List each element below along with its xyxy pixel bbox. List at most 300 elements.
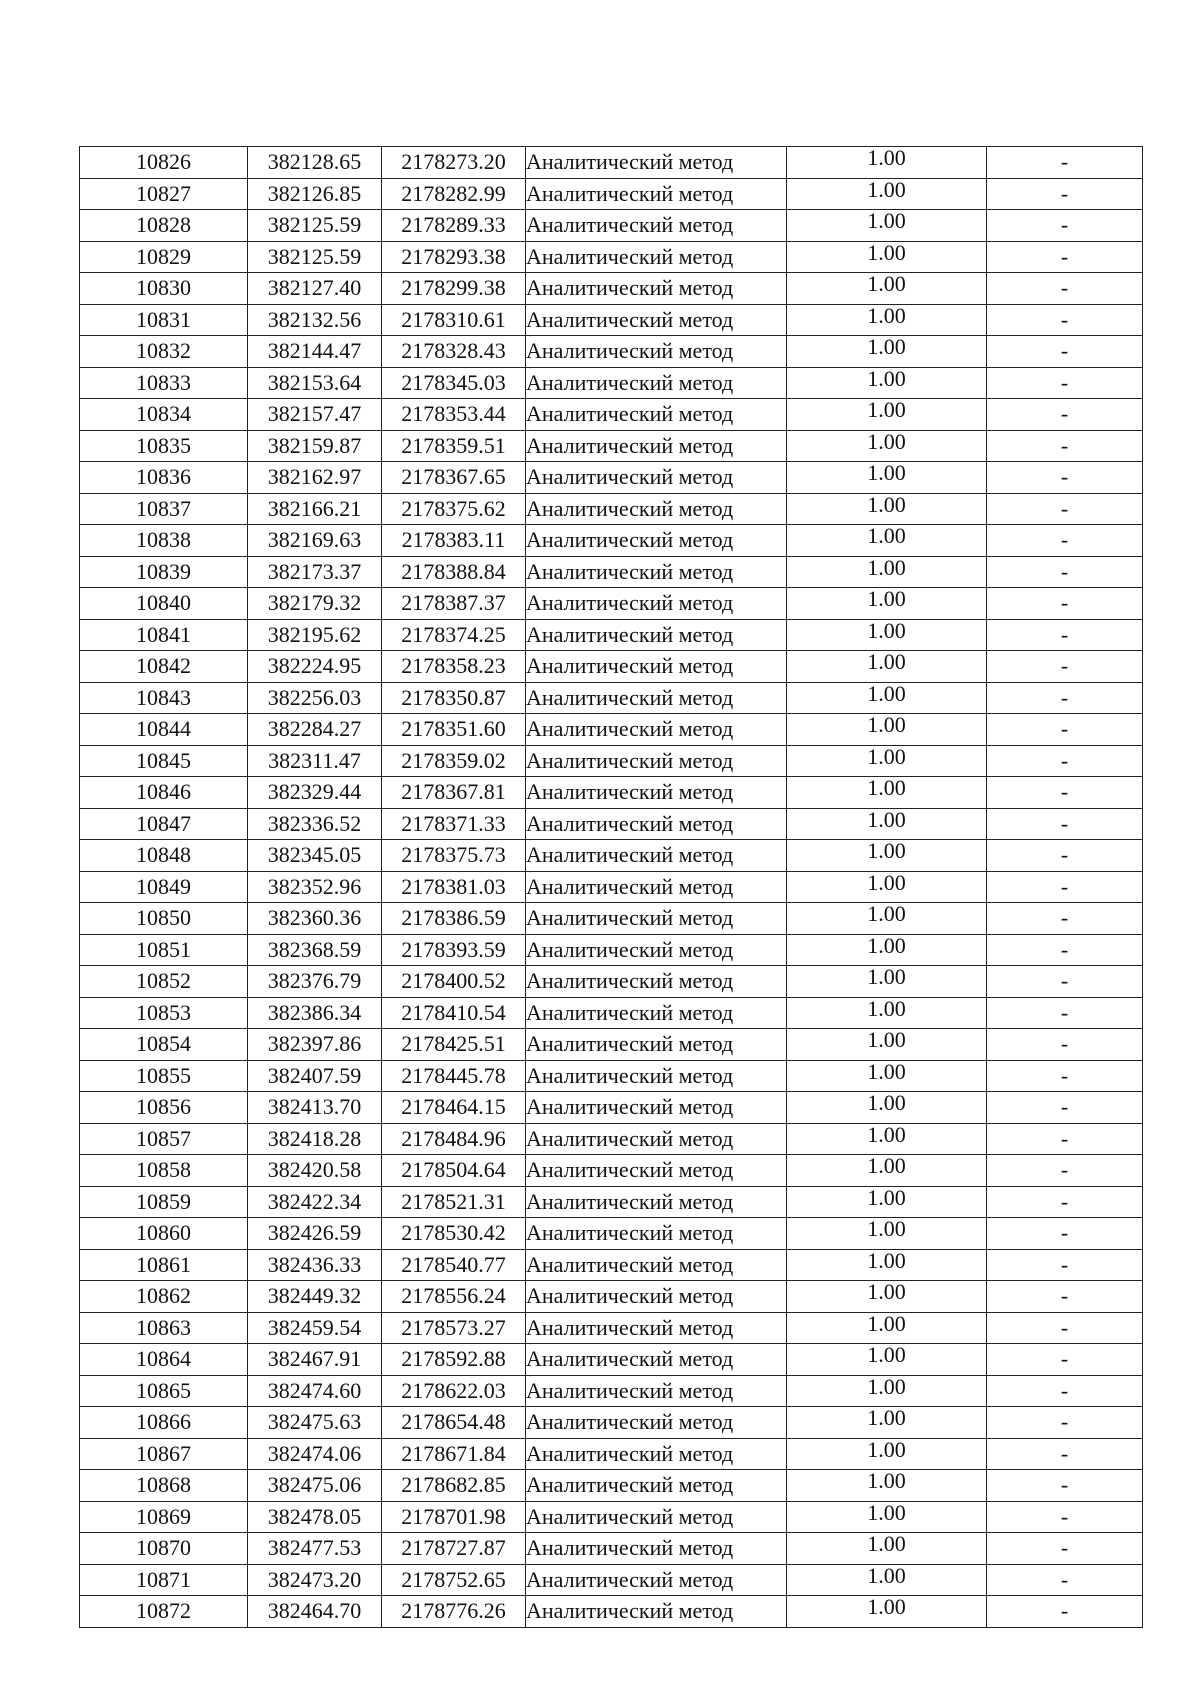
y-coordinate-cell: 2178273.20	[382, 147, 526, 179]
description-cell: -	[987, 1092, 1143, 1124]
accuracy-cell: 1.00	[787, 304, 987, 336]
accuracy-cell: 1.00	[787, 525, 987, 557]
point-number-cell: 10850	[80, 903, 248, 935]
x-coordinate-cell: 382195.62	[248, 619, 382, 651]
table-row	[80, 777, 1143, 809]
description-cell: -	[987, 588, 1143, 620]
x-coordinate-cell: 382426.59	[248, 1218, 382, 1250]
accuracy-cell: 1.00	[787, 1092, 987, 1124]
point-number-cell: 10841	[80, 619, 248, 651]
method-cell: Аналитический метод	[526, 1596, 787, 1628]
table-row	[80, 903, 1143, 935]
accuracy-cell: 1.00	[787, 1186, 987, 1218]
x-coordinate-cell: 382397.86	[248, 1029, 382, 1061]
accuracy-cell: 1.00	[787, 1029, 987, 1061]
coordinates-table	[79, 146, 1143, 1628]
x-coordinate-cell: 382474.06	[248, 1438, 382, 1470]
accuracy-cell: 1.00	[787, 1312, 987, 1344]
accuracy-cell: 1.00	[787, 1470, 987, 1502]
point-number-cell: 10829	[80, 241, 248, 273]
point-number-cell: 10828	[80, 210, 248, 242]
x-coordinate-cell: 382132.56	[248, 304, 382, 336]
method-cell: Аналитический метод	[526, 1312, 787, 1344]
point-number-cell: 10852	[80, 966, 248, 998]
description-cell: -	[987, 808, 1143, 840]
table-row	[80, 1029, 1143, 1061]
accuracy-cell: 1.00	[787, 1564, 987, 1596]
accuracy-cell: 1.00	[787, 1123, 987, 1155]
x-coordinate-cell: 382360.36	[248, 903, 382, 935]
table-row	[80, 651, 1143, 683]
table-row	[80, 840, 1143, 872]
table-row	[80, 1564, 1143, 1596]
accuracy-cell: 1.00	[787, 840, 987, 872]
method-cell: Аналитический метод	[526, 1092, 787, 1124]
table-row	[80, 1218, 1143, 1250]
y-coordinate-cell: 2178556.24	[382, 1281, 526, 1313]
point-number-cell: 10826	[80, 147, 248, 179]
point-number-cell: 10830	[80, 273, 248, 305]
method-cell: Аналитический метод	[526, 1438, 787, 1470]
point-number-cell: 10871	[80, 1564, 248, 1596]
x-coordinate-cell: 382224.95	[248, 651, 382, 683]
accuracy-cell: 1.00	[787, 1249, 987, 1281]
description-cell: -	[987, 1029, 1143, 1061]
accuracy-cell: 1.00	[787, 241, 987, 273]
description-cell: -	[987, 619, 1143, 651]
method-cell: Аналитический метод	[526, 1249, 787, 1281]
y-coordinate-cell: 2178375.62	[382, 493, 526, 525]
description-cell: -	[987, 399, 1143, 431]
table-row	[80, 997, 1143, 1029]
x-coordinate-cell: 382473.20	[248, 1564, 382, 1596]
x-coordinate-cell: 382311.47	[248, 745, 382, 777]
x-coordinate-cell: 382162.97	[248, 462, 382, 494]
table-row	[80, 430, 1143, 462]
accuracy-cell: 1.00	[787, 1281, 987, 1313]
accuracy-cell: 1.00	[787, 966, 987, 998]
point-number-cell: 10867	[80, 1438, 248, 1470]
method-cell: Аналитический метод	[526, 1375, 787, 1407]
y-coordinate-cell: 2178388.84	[382, 556, 526, 588]
description-cell: -	[987, 1186, 1143, 1218]
description-cell: -	[987, 1281, 1143, 1313]
table-row	[80, 1123, 1143, 1155]
y-coordinate-cell: 2178671.84	[382, 1438, 526, 1470]
description-cell: -	[987, 934, 1143, 966]
x-coordinate-cell: 382125.59	[248, 241, 382, 273]
method-cell: Аналитический метод	[526, 1123, 787, 1155]
description-cell: -	[987, 493, 1143, 525]
accuracy-cell: 1.00	[787, 493, 987, 525]
point-number-cell: 10863	[80, 1312, 248, 1344]
description-cell: -	[987, 210, 1143, 242]
point-number-cell: 10865	[80, 1375, 248, 1407]
accuracy-cell: 1.00	[787, 1155, 987, 1187]
description-cell: -	[987, 336, 1143, 368]
table-row	[80, 336, 1143, 368]
description-cell: -	[987, 1438, 1143, 1470]
table-row	[80, 525, 1143, 557]
method-cell: Аналитический метод	[526, 304, 787, 336]
description-cell: -	[987, 1312, 1143, 1344]
accuracy-cell: 1.00	[787, 934, 987, 966]
description-cell: -	[987, 1596, 1143, 1628]
method-cell: Аналитический метод	[526, 1155, 787, 1187]
accuracy-cell: 1.00	[787, 871, 987, 903]
x-coordinate-cell: 382173.37	[248, 556, 382, 588]
description-cell: -	[987, 682, 1143, 714]
accuracy-cell: 1.00	[787, 1533, 987, 1565]
y-coordinate-cell: 2178289.33	[382, 210, 526, 242]
y-coordinate-cell: 2178654.48	[382, 1407, 526, 1439]
method-cell: Аналитический метод	[526, 777, 787, 809]
x-coordinate-cell: 382459.54	[248, 1312, 382, 1344]
table-row	[80, 367, 1143, 399]
description-cell: -	[987, 430, 1143, 462]
x-coordinate-cell: 382284.27	[248, 714, 382, 746]
description-cell: -	[987, 651, 1143, 683]
point-number-cell: 10866	[80, 1407, 248, 1439]
table-row	[80, 493, 1143, 525]
x-coordinate-cell: 382159.87	[248, 430, 382, 462]
description-cell: -	[987, 997, 1143, 1029]
accuracy-cell: 1.00	[787, 1596, 987, 1628]
method-cell: Аналитический метод	[526, 903, 787, 935]
x-coordinate-cell: 382422.34	[248, 1186, 382, 1218]
y-coordinate-cell: 2178540.77	[382, 1249, 526, 1281]
description-cell: -	[987, 1123, 1143, 1155]
y-coordinate-cell: 2178592.88	[382, 1344, 526, 1376]
description-cell: -	[987, 178, 1143, 210]
point-number-cell: 10845	[80, 745, 248, 777]
description-cell: -	[987, 1407, 1143, 1439]
description-cell: -	[987, 777, 1143, 809]
x-coordinate-cell: 382376.79	[248, 966, 382, 998]
point-number-cell: 10831	[80, 304, 248, 336]
accuracy-cell: 1.00	[787, 997, 987, 1029]
accuracy-cell: 1.00	[787, 651, 987, 683]
table-row	[80, 399, 1143, 431]
table-row	[80, 1281, 1143, 1313]
table-row	[80, 1438, 1143, 1470]
point-number-cell: 10834	[80, 399, 248, 431]
description-cell: -	[987, 1501, 1143, 1533]
point-number-cell: 10860	[80, 1218, 248, 1250]
accuracy-cell: 1.00	[787, 745, 987, 777]
y-coordinate-cell: 2178504.64	[382, 1155, 526, 1187]
table-row	[80, 147, 1143, 179]
x-coordinate-cell: 382449.32	[248, 1281, 382, 1313]
table-row	[80, 588, 1143, 620]
point-number-cell: 10864	[80, 1344, 248, 1376]
y-coordinate-cell: 2178752.65	[382, 1564, 526, 1596]
point-number-cell: 10855	[80, 1060, 248, 1092]
description-cell: -	[987, 1533, 1143, 1565]
point-number-cell: 10827	[80, 178, 248, 210]
y-coordinate-cell: 2178381.03	[382, 871, 526, 903]
description-cell: -	[987, 273, 1143, 305]
y-coordinate-cell: 2178375.73	[382, 840, 526, 872]
table-row	[80, 1186, 1143, 1218]
y-coordinate-cell: 2178282.99	[382, 178, 526, 210]
point-number-cell: 10839	[80, 556, 248, 588]
x-coordinate-cell: 382413.70	[248, 1092, 382, 1124]
x-coordinate-cell: 382477.53	[248, 1533, 382, 1565]
method-cell: Аналитический метод	[526, 1470, 787, 1502]
table-row	[80, 273, 1143, 305]
method-cell: Аналитический метод	[526, 399, 787, 431]
method-cell: Аналитический метод	[526, 871, 787, 903]
y-coordinate-cell: 2178682.85	[382, 1470, 526, 1502]
y-coordinate-cell: 2178445.78	[382, 1060, 526, 1092]
table-row	[80, 556, 1143, 588]
method-cell: Аналитический метод	[526, 840, 787, 872]
method-cell: Аналитический метод	[526, 241, 787, 273]
description-cell: -	[987, 1375, 1143, 1407]
point-number-cell: 10861	[80, 1249, 248, 1281]
point-number-cell: 10854	[80, 1029, 248, 1061]
x-coordinate-cell: 382128.65	[248, 147, 382, 179]
point-number-cell: 10869	[80, 1501, 248, 1533]
point-number-cell: 10868	[80, 1470, 248, 1502]
x-coordinate-cell: 382127.40	[248, 273, 382, 305]
method-cell: Аналитический метод	[526, 493, 787, 525]
table-row	[80, 241, 1143, 273]
description-cell: -	[987, 840, 1143, 872]
y-coordinate-cell: 2178350.87	[382, 682, 526, 714]
y-coordinate-cell: 2178530.42	[382, 1218, 526, 1250]
point-number-cell: 10835	[80, 430, 248, 462]
description-cell: -	[987, 462, 1143, 494]
accuracy-cell: 1.00	[787, 556, 987, 588]
point-number-cell: 10836	[80, 462, 248, 494]
y-coordinate-cell: 2178293.38	[382, 241, 526, 273]
table-row	[80, 210, 1143, 242]
y-coordinate-cell: 2178386.59	[382, 903, 526, 935]
x-coordinate-cell: 382467.91	[248, 1344, 382, 1376]
table-row	[80, 1060, 1143, 1092]
method-cell: Аналитический метод	[526, 1060, 787, 1092]
table-row	[80, 1375, 1143, 1407]
point-number-cell: 10857	[80, 1123, 248, 1155]
table-row	[80, 934, 1143, 966]
method-cell: Аналитический метод	[526, 556, 787, 588]
y-coordinate-cell: 2178374.25	[382, 619, 526, 651]
accuracy-cell: 1.00	[787, 336, 987, 368]
method-cell: Аналитический метод	[526, 210, 787, 242]
method-cell: Аналитический метод	[526, 1407, 787, 1439]
method-cell: Аналитический метод	[526, 714, 787, 746]
accuracy-cell: 1.00	[787, 399, 987, 431]
accuracy-cell: 1.00	[787, 808, 987, 840]
description-cell: -	[987, 1249, 1143, 1281]
y-coordinate-cell: 2178464.15	[382, 1092, 526, 1124]
x-coordinate-cell: 382166.21	[248, 493, 382, 525]
description-cell: -	[987, 147, 1143, 179]
table-row	[80, 1249, 1143, 1281]
point-number-cell: 10849	[80, 871, 248, 903]
method-cell: Аналитический метод	[526, 430, 787, 462]
method-cell: Аналитический метод	[526, 462, 787, 494]
description-cell: -	[987, 367, 1143, 399]
method-cell: Аналитический метод	[526, 336, 787, 368]
accuracy-cell: 1.00	[787, 714, 987, 746]
table-row	[80, 1344, 1143, 1376]
description-cell: -	[987, 1155, 1143, 1187]
x-coordinate-cell: 382179.32	[248, 588, 382, 620]
method-cell: Аналитический метод	[526, 619, 787, 651]
point-number-cell: 10853	[80, 997, 248, 1029]
y-coordinate-cell: 2178410.54	[382, 997, 526, 1029]
table-row	[80, 1533, 1143, 1565]
table-row	[80, 304, 1143, 336]
description-cell: -	[987, 1344, 1143, 1376]
point-number-cell: 10872	[80, 1596, 248, 1628]
method-cell: Аналитический метод	[526, 1344, 787, 1376]
accuracy-cell: 1.00	[787, 1438, 987, 1470]
x-coordinate-cell: 382475.63	[248, 1407, 382, 1439]
accuracy-cell: 1.00	[787, 903, 987, 935]
y-coordinate-cell: 2178359.51	[382, 430, 526, 462]
table-row	[80, 1155, 1143, 1187]
x-coordinate-cell: 382125.59	[248, 210, 382, 242]
description-cell: -	[987, 871, 1143, 903]
table-row	[80, 1092, 1143, 1124]
point-number-cell: 10843	[80, 682, 248, 714]
table-row	[80, 682, 1143, 714]
accuracy-cell: 1.00	[787, 1407, 987, 1439]
x-coordinate-cell: 382475.06	[248, 1470, 382, 1502]
table-row	[80, 808, 1143, 840]
y-coordinate-cell: 2178776.26	[382, 1596, 526, 1628]
accuracy-cell: 1.00	[787, 777, 987, 809]
description-cell: -	[987, 714, 1143, 746]
table-row	[80, 462, 1143, 494]
point-number-cell: 10870	[80, 1533, 248, 1565]
point-number-cell: 10840	[80, 588, 248, 620]
accuracy-cell: 1.00	[787, 1344, 987, 1376]
description-cell: -	[987, 1564, 1143, 1596]
description-cell: -	[987, 304, 1143, 336]
y-coordinate-cell: 2178371.33	[382, 808, 526, 840]
y-coordinate-cell: 2178383.11	[382, 525, 526, 557]
x-coordinate-cell: 382352.96	[248, 871, 382, 903]
method-cell: Аналитический метод	[526, 966, 787, 998]
x-coordinate-cell: 382386.34	[248, 997, 382, 1029]
x-coordinate-cell: 382169.63	[248, 525, 382, 557]
method-cell: Аналитический метод	[526, 745, 787, 777]
point-number-cell: 10833	[80, 367, 248, 399]
method-cell: Аналитический метод	[526, 588, 787, 620]
accuracy-cell: 1.00	[787, 1218, 987, 1250]
method-cell: Аналитический метод	[526, 147, 787, 179]
method-cell: Аналитический метод	[526, 997, 787, 1029]
point-number-cell: 10846	[80, 777, 248, 809]
x-coordinate-cell: 382368.59	[248, 934, 382, 966]
method-cell: Аналитический метод	[526, 525, 787, 557]
x-coordinate-cell: 382256.03	[248, 682, 382, 714]
y-coordinate-cell: 2178393.59	[382, 934, 526, 966]
accuracy-cell: 1.00	[787, 1501, 987, 1533]
accuracy-cell: 1.00	[787, 210, 987, 242]
x-coordinate-cell: 382144.47	[248, 336, 382, 368]
y-coordinate-cell: 2178425.51	[382, 1029, 526, 1061]
point-number-cell: 10842	[80, 651, 248, 683]
accuracy-cell: 1.00	[787, 430, 987, 462]
method-cell: Аналитический метод	[526, 1029, 787, 1061]
y-coordinate-cell: 2178299.38	[382, 273, 526, 305]
table-row	[80, 1407, 1143, 1439]
x-coordinate-cell: 382329.44	[248, 777, 382, 809]
x-coordinate-cell: 382420.58	[248, 1155, 382, 1187]
description-cell: -	[987, 903, 1143, 935]
description-cell: -	[987, 556, 1143, 588]
x-coordinate-cell: 382407.59	[248, 1060, 382, 1092]
point-number-cell: 10847	[80, 808, 248, 840]
table-row	[80, 1596, 1143, 1628]
y-coordinate-cell: 2178400.52	[382, 966, 526, 998]
x-coordinate-cell: 382464.70	[248, 1596, 382, 1628]
point-number-cell: 10859	[80, 1186, 248, 1218]
x-coordinate-cell: 382336.52	[248, 808, 382, 840]
accuracy-cell: 1.00	[787, 619, 987, 651]
accuracy-cell: 1.00	[787, 588, 987, 620]
y-coordinate-cell: 2178351.60	[382, 714, 526, 746]
y-coordinate-cell: 2178521.31	[382, 1186, 526, 1218]
y-coordinate-cell: 2178367.65	[382, 462, 526, 494]
table-row	[80, 714, 1143, 746]
accuracy-cell: 1.00	[787, 178, 987, 210]
method-cell: Аналитический метод	[526, 1533, 787, 1565]
method-cell: Аналитический метод	[526, 682, 787, 714]
table-row	[80, 745, 1143, 777]
method-cell: Аналитический метод	[526, 1186, 787, 1218]
y-coordinate-cell: 2178359.02	[382, 745, 526, 777]
description-cell: -	[987, 1470, 1143, 1502]
y-coordinate-cell: 2178701.98	[382, 1501, 526, 1533]
method-cell: Аналитический метод	[526, 1564, 787, 1596]
description-cell: -	[987, 1218, 1143, 1250]
y-coordinate-cell: 2178367.81	[382, 777, 526, 809]
x-coordinate-cell: 382153.64	[248, 367, 382, 399]
x-coordinate-cell: 382418.28	[248, 1123, 382, 1155]
x-coordinate-cell: 382157.47	[248, 399, 382, 431]
table-row	[80, 1470, 1143, 1502]
method-cell: Аналитический метод	[526, 1501, 787, 1533]
point-number-cell: 10856	[80, 1092, 248, 1124]
y-coordinate-cell: 2178387.37	[382, 588, 526, 620]
point-number-cell: 10848	[80, 840, 248, 872]
method-cell: Аналитический метод	[526, 651, 787, 683]
description-cell: -	[987, 525, 1143, 557]
y-coordinate-cell: 2178573.27	[382, 1312, 526, 1344]
method-cell: Аналитический метод	[526, 273, 787, 305]
point-number-cell: 10862	[80, 1281, 248, 1313]
x-coordinate-cell: 382436.33	[248, 1249, 382, 1281]
method-cell: Аналитический метод	[526, 934, 787, 966]
description-cell: -	[987, 241, 1143, 273]
y-coordinate-cell: 2178310.61	[382, 304, 526, 336]
method-cell: Аналитический метод	[526, 1218, 787, 1250]
y-coordinate-cell: 2178727.87	[382, 1533, 526, 1565]
accuracy-cell: 1.00	[787, 273, 987, 305]
coordinates-table-body	[80, 147, 1143, 1628]
table-row	[80, 871, 1143, 903]
description-cell: -	[987, 1060, 1143, 1092]
y-coordinate-cell: 2178358.23	[382, 651, 526, 683]
method-cell: Аналитический метод	[526, 808, 787, 840]
